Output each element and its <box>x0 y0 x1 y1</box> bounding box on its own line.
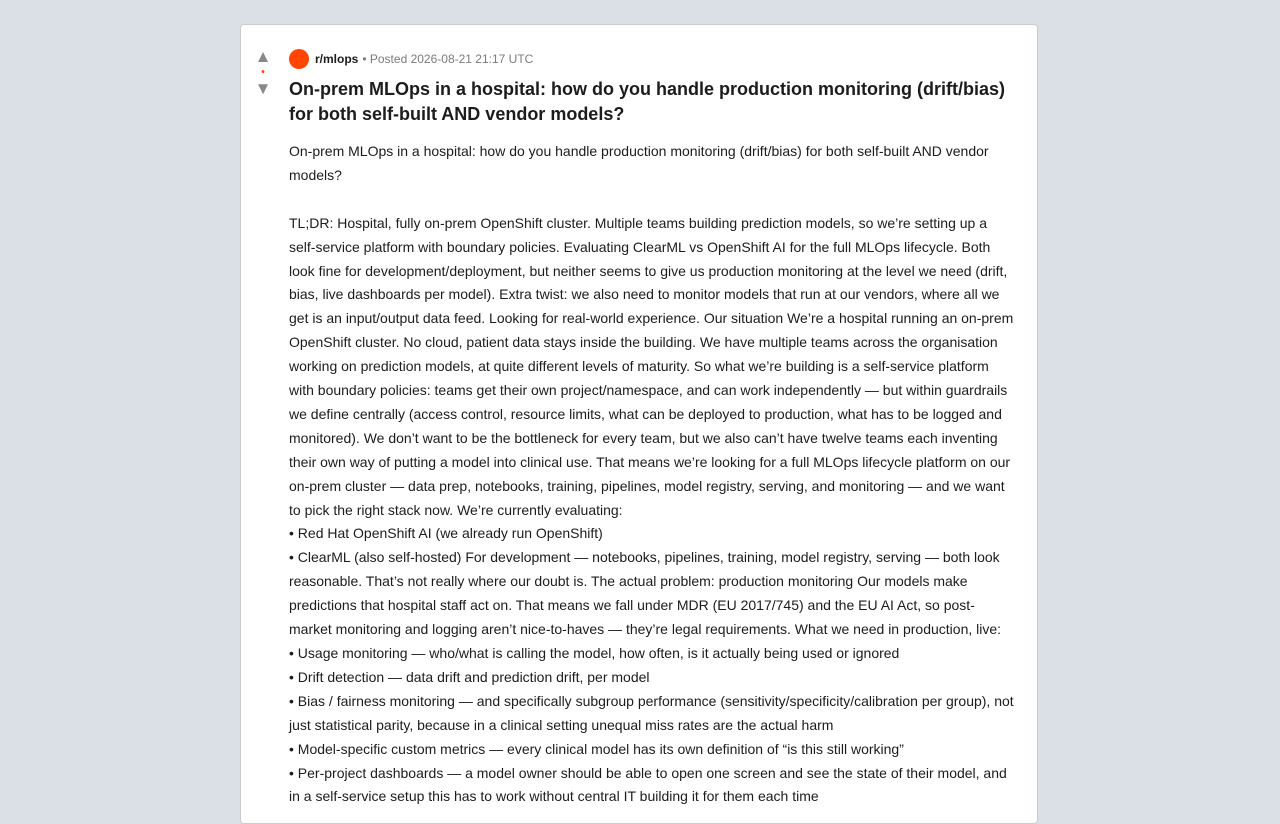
list-item: • Bias / fairness monitoring — and specifically subgroup performance (sensitivity/specificity/calibration per group), not just statistical parity, because in a clinical setting unequal miss rates are the actual harm <box>289 692 1014 733</box>
vote-score: • <box>261 67 265 78</box>
list-item: • Usage monitoring — who/what is calling the model, how often, is it actually being used or ignored <box>289 645 900 662</box>
post-card <box>240 24 1038 824</box>
list-item: • Per-project dashboards — a model owner should be able to open one screen and see the state of their model, and in a self-service setup this has to work without central IT building it for them each time <box>289 764 1007 805</box>
list-item: • Drift detection — data drift and prediction drift, per model <box>289 668 650 685</box>
subreddit-link[interactable]: r/mlops <box>315 52 359 66</box>
list-item: • Model-specific custom metrics — every clinical model has its own definition of “is this still working” <box>289 740 904 757</box>
list-item: • Red Hat OpenShift AI (we already run OpenShift) <box>289 525 603 542</box>
body-intro: On-prem MLOps in a hospital: how do you handle production monitoring (drift/bias) for both self-built AND vendor models? <box>289 143 989 183</box>
list-item: • ClearML (also self-hosted) For development — notebooks, pipelines, training, model registry, serving — both look reasonable. That’s not really where our doubt is. The actual problem: production monitoring Our models make predictions that hospital staff act on. That means we fall under MDR (EU 2017/745) and the EU AI Act, so post-market monitoring and logging aren’t nice-to-haves — they’re legal requirements. What we need in production, live: <box>289 549 1002 638</box>
post-body <box>289 140 1015 809</box>
downvote-icon[interactable]: ▼ <box>254 79 272 98</box>
paragraph-gap <box>289 188 1015 212</box>
upvote-icon[interactable]: ▲ <box>254 47 272 66</box>
post-timestamp: • Posted 2026-08-21 21:17 UTC <box>362 52 534 66</box>
vote-column <box>251 47 275 99</box>
post-meta <box>289 49 1015 69</box>
subreddit-avatar-icon[interactable] <box>289 49 309 69</box>
body-main: TL;DR: Hospital, fully on-prem OpenShift cluster. Multiple teams building prediction models, so we’re setting up a self-service platform with boundary policies. Evaluating ClearML vs OpenShift AI for the full MLOps lifecycle. Both look fine for development/deployment, but neither seems to give us production monitoring at the level we need (drift, bias, live dashboards per model). Extra twist: we also need to monitor models that run at our vendors, where all we get is an input/output data feed. Looking for real-world experience. Our situation We’re a hospital running an on-prem OpenShift cluster. No cloud, patient data stays inside the building. We have multiple teams across the organisation working on prediction models, at quite different levels of maturity. So what we’re building is a self-service platform with boundary policies: teams get their own project/namespace, and can work independently — but within guardrails we define centrally (access control, resource limits, what can be deployed to production, what has to be logged and monitored). We don’t want to be the bottleneck for every team, but we also can’t have twelve teams each inventing their own way of putting a model into clinical use. That means we’re looking for a full MLOps lifecycle platform on our on-prem cluster — data prep, notebooks, training, pipelines, model registry, serving, and monitoring — and we want to pick the right stack now. We’re currently evaluating: <box>289 214 1014 518</box>
post-content <box>289 49 1015 809</box>
post-title[interactable]: On-prem MLOps in a hospital: how do you handle production monitoring (drift/bias) for both self-built AND vendor models? <box>289 79 1005 124</box>
